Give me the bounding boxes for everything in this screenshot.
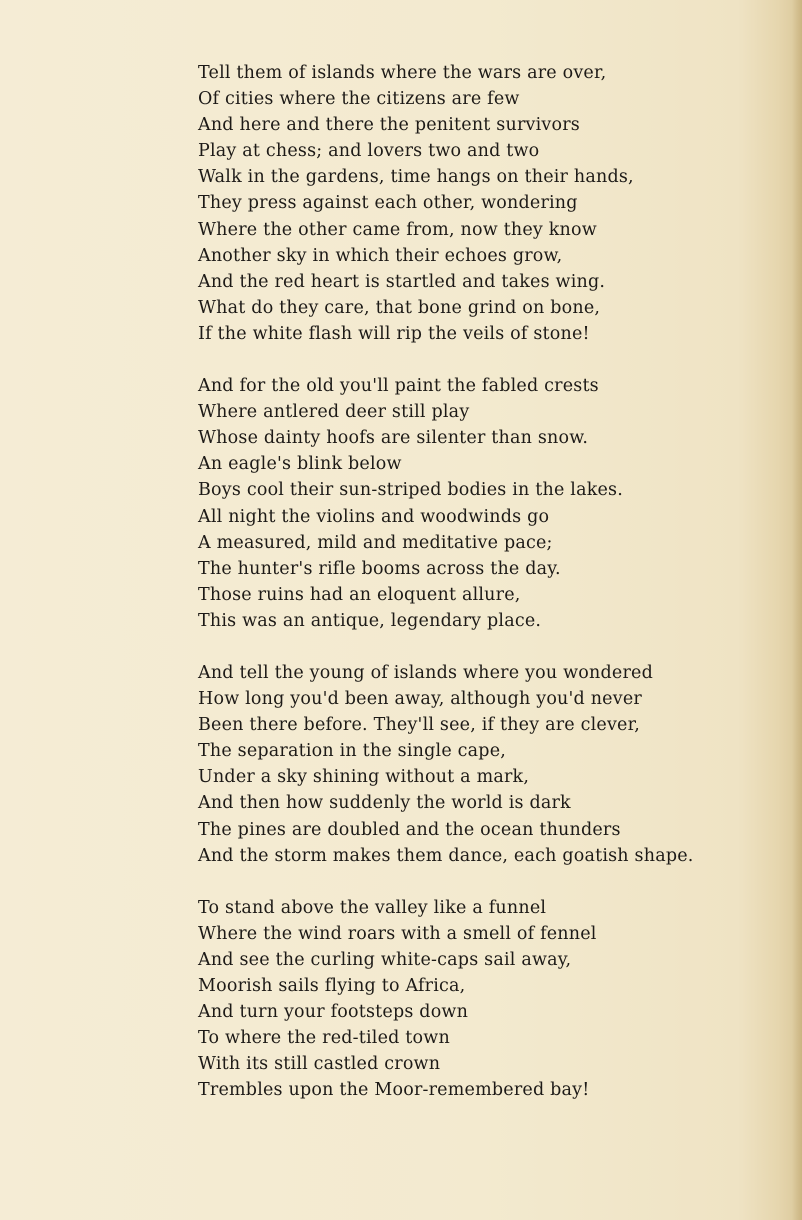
poem [198,60,778,1129]
poem-line: And the storm makes them dance, each goatish shape. [198,845,694,866]
poem-line: Boys cool their sun-striped bodies in the lakes. [198,480,624,501]
poem-line: Where the other came from, now they know [198,219,597,240]
poem-line: Whose dainty hoofs are silenter than snow. [198,428,589,449]
poem-line: Where the wind roars with a smell of fennel [198,923,597,944]
poem-line: And then how suddenly the world is dark [198,793,571,814]
poem-line: If the white flash will rip the veils of stone! [198,323,590,344]
poem-line: Where antlered deer still play [198,402,470,423]
poem-line: Under a sky shining without a mark, [198,767,530,788]
poem-line: An eagle's blink below [198,454,402,475]
stanza-1 [198,60,778,347]
poem-line: Of cities where the citizens are few [198,89,520,110]
poem-line: They press against each other, wondering [198,193,578,214]
poem-line: Been there before. They'll see, if they are clever, [198,715,641,736]
poem-line: With its still castled crown [198,1054,441,1075]
poem-line: And tell the young of islands where you wondered [198,662,653,683]
poem-line: What do they care, that bone grind on bone, [198,297,601,318]
poem-line: And for the old you'll paint the fabled crests [198,376,599,397]
page-edge [792,0,802,1220]
poem-line: The hunter's rifle booms across the day. [198,558,561,579]
poem-line: This was an antique, legendary place. [198,610,542,631]
poem-line: The pines are doubled and the ocean thunders [198,819,621,840]
poem-line: The separation in the single cape, [198,741,507,762]
poem-line: Trembles upon the Moor-remembered bay! [198,1080,590,1101]
stanza-4 [198,895,778,1104]
poem-line: And here and there the penitent survivors [198,115,580,136]
poem-line: Moorish sails flying to Africa, [198,976,466,996]
stanza-3 [198,660,778,869]
poem-line: And the red heart is startled and takes wing. [198,271,606,292]
poem-line: And see the curling white-caps sail away, [198,949,572,970]
poem-line: Walk in the gardens, time hangs on their hands, [198,167,634,188]
stanza-2 [198,373,778,634]
poem-line: Another sky in which their echoes grow, [198,245,563,266]
poem-line: And turn your footsteps down [198,1002,469,1023]
poem-line: A measured, mild and meditative pace; [198,532,553,553]
poem-line: Those ruins had an eloquent allure, [198,584,521,605]
poem-line: All night the violins and woodwinds go [198,506,550,527]
poem-line: To where the red-tiled town [198,1028,450,1049]
poem-line: Tell them of islands where the wars are over, [198,63,607,83]
poem-line: To stand above the valley like a funnel [198,897,547,918]
poem-line: Play at chess; and lovers two and two [198,141,540,162]
poem-line: How long you'd been away, although you'd never [198,689,642,710]
